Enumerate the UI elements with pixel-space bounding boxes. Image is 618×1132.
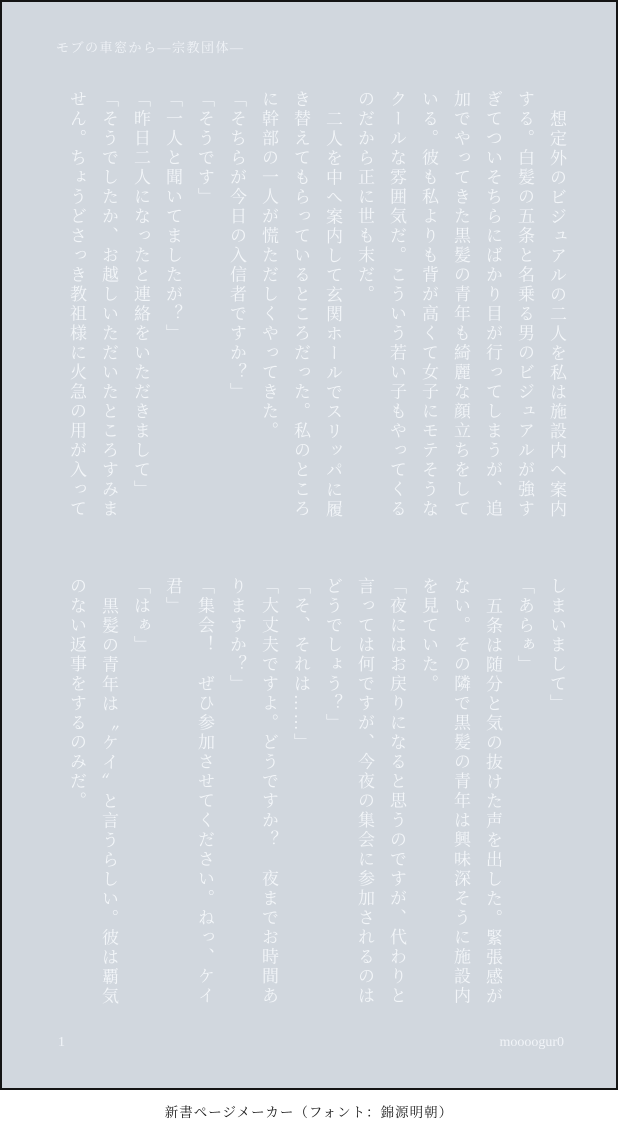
text-line: 君」: [163, 577, 182, 616]
text-line: しまいまして」: [547, 577, 566, 714]
text-line: 「そうでしたか、お越しいただいたところすみま: [99, 90, 118, 519]
text-line: 「そ、それは……」: [291, 577, 310, 753]
text-line: 「はぁ」: [131, 577, 150, 655]
text-line: を見ていた。: [419, 577, 438, 694]
text-line: 「あらぁ」: [515, 577, 534, 675]
text-line: ない。その隣で黒髪の青年は興味深そうに施設内: [451, 577, 470, 1006]
text-line: のだから正に世も末だ。: [355, 90, 374, 305]
text-line: 加でやってきた黒髪の青年も綺麗な顔立ちをして: [451, 90, 470, 519]
text-line: 「夜にはお戻りになると思うのですが、代わりと: [387, 577, 406, 1006]
text-line: のない返事をするのみだ。: [67, 577, 86, 811]
text-line: する。白髪の五条と名乗る男のビジュアルが強す: [515, 90, 534, 519]
text-block-lower: [58, 577, 572, 1029]
text-line: ぎてついそちらにばかり目が行ってしまうが、追: [483, 90, 502, 519]
text-line: 二人を中へ案内して玄関ホールでスリッパに履: [323, 109, 342, 519]
text-line: き替えてもらっているところだった。私のところ: [291, 90, 310, 519]
text-line: 「一人と聞いてましたが？」: [163, 90, 182, 344]
text-line: せん。ちょうどさっき教祖様に火急の用が入って: [67, 90, 86, 519]
text-line: 想定外のビジュアルの二人を私は施設内へ案内: [547, 109, 566, 519]
tool-caption-bar: [0, 1090, 618, 1132]
text-line: に幹部の一人が慌ただしくやってきた。: [259, 90, 278, 441]
text-line: 言っては何ですが、今夜の集会に参加されるのは: [355, 577, 374, 1006]
text-line: 「そちらが今日の入信者ですか？」: [227, 90, 246, 402]
text-line: 「そうです」: [195, 90, 214, 207]
text-line: 「昨日二人になったと連絡をいただきまして」: [131, 90, 150, 500]
page-number: 1: [58, 1035, 65, 1050]
text-line: どうでしょう？」: [323, 577, 342, 733]
page-title: モブの車窓から―宗教団体―: [56, 40, 245, 55]
text-line: 「大丈夫ですよ。どうですか？ 夜までお時間あ: [259, 577, 278, 1006]
text-line: 「集会！ ぜひ参加させてください。ねっ、ケイ: [195, 577, 214, 1006]
tool-caption: 新書ページメーカー（フォント：錦源明朝）: [164, 1105, 454, 1120]
text-line: いる。彼も私よりも背が高くて女子にモテそうな: [419, 90, 438, 519]
text-line: りますか？」: [227, 577, 246, 694]
author-handle: moooogur0: [499, 1035, 564, 1050]
text-line: 黒髪の青年は〝ケイ〟と言うらしい。彼は覇気: [99, 596, 118, 1006]
text-line: クールな雰囲気だ。こういう若い子もやってくる: [387, 90, 406, 519]
text-line: 五条は随分と気の抜けた声を出した。緊張感が: [483, 596, 502, 1006]
text-block-upper: [58, 90, 572, 542]
